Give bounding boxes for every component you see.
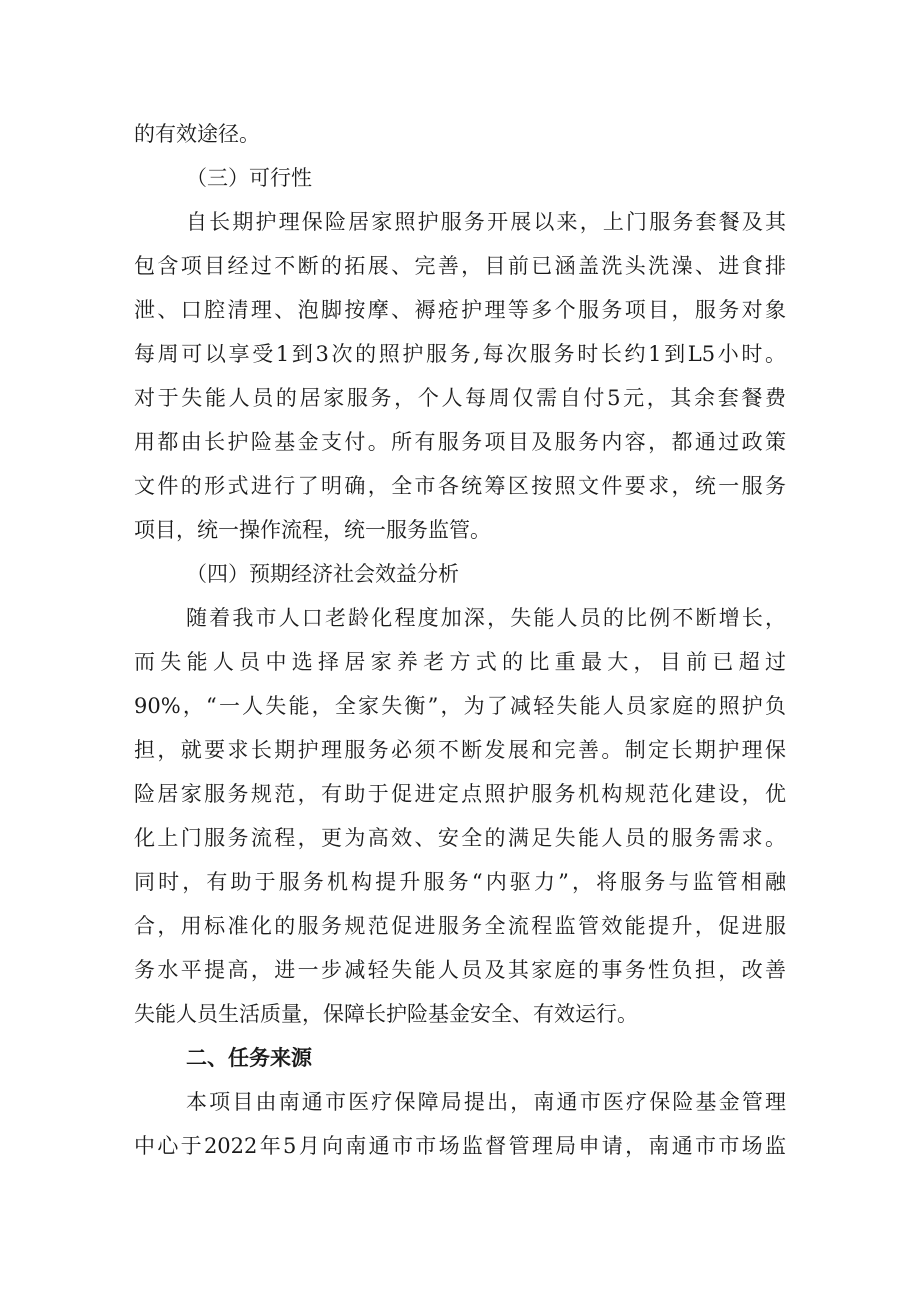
- chapter-heading: 二、任务来源: [186, 1046, 312, 1070]
- paragraph-line: 90%，“一人失能，全家失衡”，为了减轻失能人员家庭的照护负: [134, 694, 786, 718]
- paragraph-line: 文件的形式进行了明确，全市各统筹区按照文件要求，统一服务: [134, 474, 786, 498]
- paragraph-line: 用都由长护险基金支付。所有服务项目及服务内容，都通过政策: [134, 430, 786, 454]
- section-heading: （三）可行性: [186, 166, 312, 190]
- paragraph-line: 同时，有助于服务机构提升服务“内驱力”，将服务与监管相融: [134, 870, 786, 894]
- paragraph-line: 务水平提高，进一步减轻失能人员及其家庭的事务性负担，改善: [134, 958, 786, 982]
- paragraph-line: 担，就要求长期护理服务必须不断发展和完善。制定长期护理保: [134, 738, 786, 762]
- paragraph-line: 包含项目经过不断的拓展、完善，目前已涵盖洗头洗澡、进食排: [134, 254, 786, 278]
- paragraph-line: 合，用标准化的服务规范促进服务全流程监管效能提升，促进服: [134, 914, 786, 938]
- paragraph-line: 中心于2022年5月向南通市市场监督管理局申请，南通市市场监: [134, 1134, 786, 1158]
- paragraph-line: 的有效途径。: [134, 122, 260, 146]
- paragraph-line: 自长期护理保险居家照护服务开展以来，上门服务套餐及其: [186, 210, 786, 234]
- paragraph-line: 随着我市人口老龄化程度加深，失能人员的比例不断增长，: [186, 606, 786, 630]
- paragraph-line: 项目，统一操作流程，统一服务监管。: [134, 518, 491, 542]
- paragraph-line: 对于失能人员的居家服务，个人每周仅需自付5元，其余套餐费: [134, 386, 786, 410]
- paragraph-line: 本项目由南通市医疗保障局提出，南通市医疗保险基金管理: [186, 1090, 786, 1114]
- paragraph-line: 泄、口腔清理、泡脚按摩、褥疮护理等多个服务项目，服务对象: [134, 298, 786, 322]
- section-heading: （四）预期经济社会效益分析: [186, 562, 459, 586]
- paragraph-line: 化上门服务流程，更为高效、安全的满足失能人员的服务需求。: [134, 826, 786, 850]
- paragraph-line: 每周可以享受1到3次的照护服务,每次服务时长约1到L5小时。: [134, 342, 786, 366]
- paragraph-line: 失能人员生活质量，保障长护险基金安全、有效运行。: [134, 1002, 638, 1026]
- paragraph-line: 而失能人员中选择居家养老方式的比重最大，目前已超过: [134, 650, 786, 674]
- paragraph-line: 险居家服务规范，有助于促进定点照护服务机构规范化建设，优: [134, 782, 786, 806]
